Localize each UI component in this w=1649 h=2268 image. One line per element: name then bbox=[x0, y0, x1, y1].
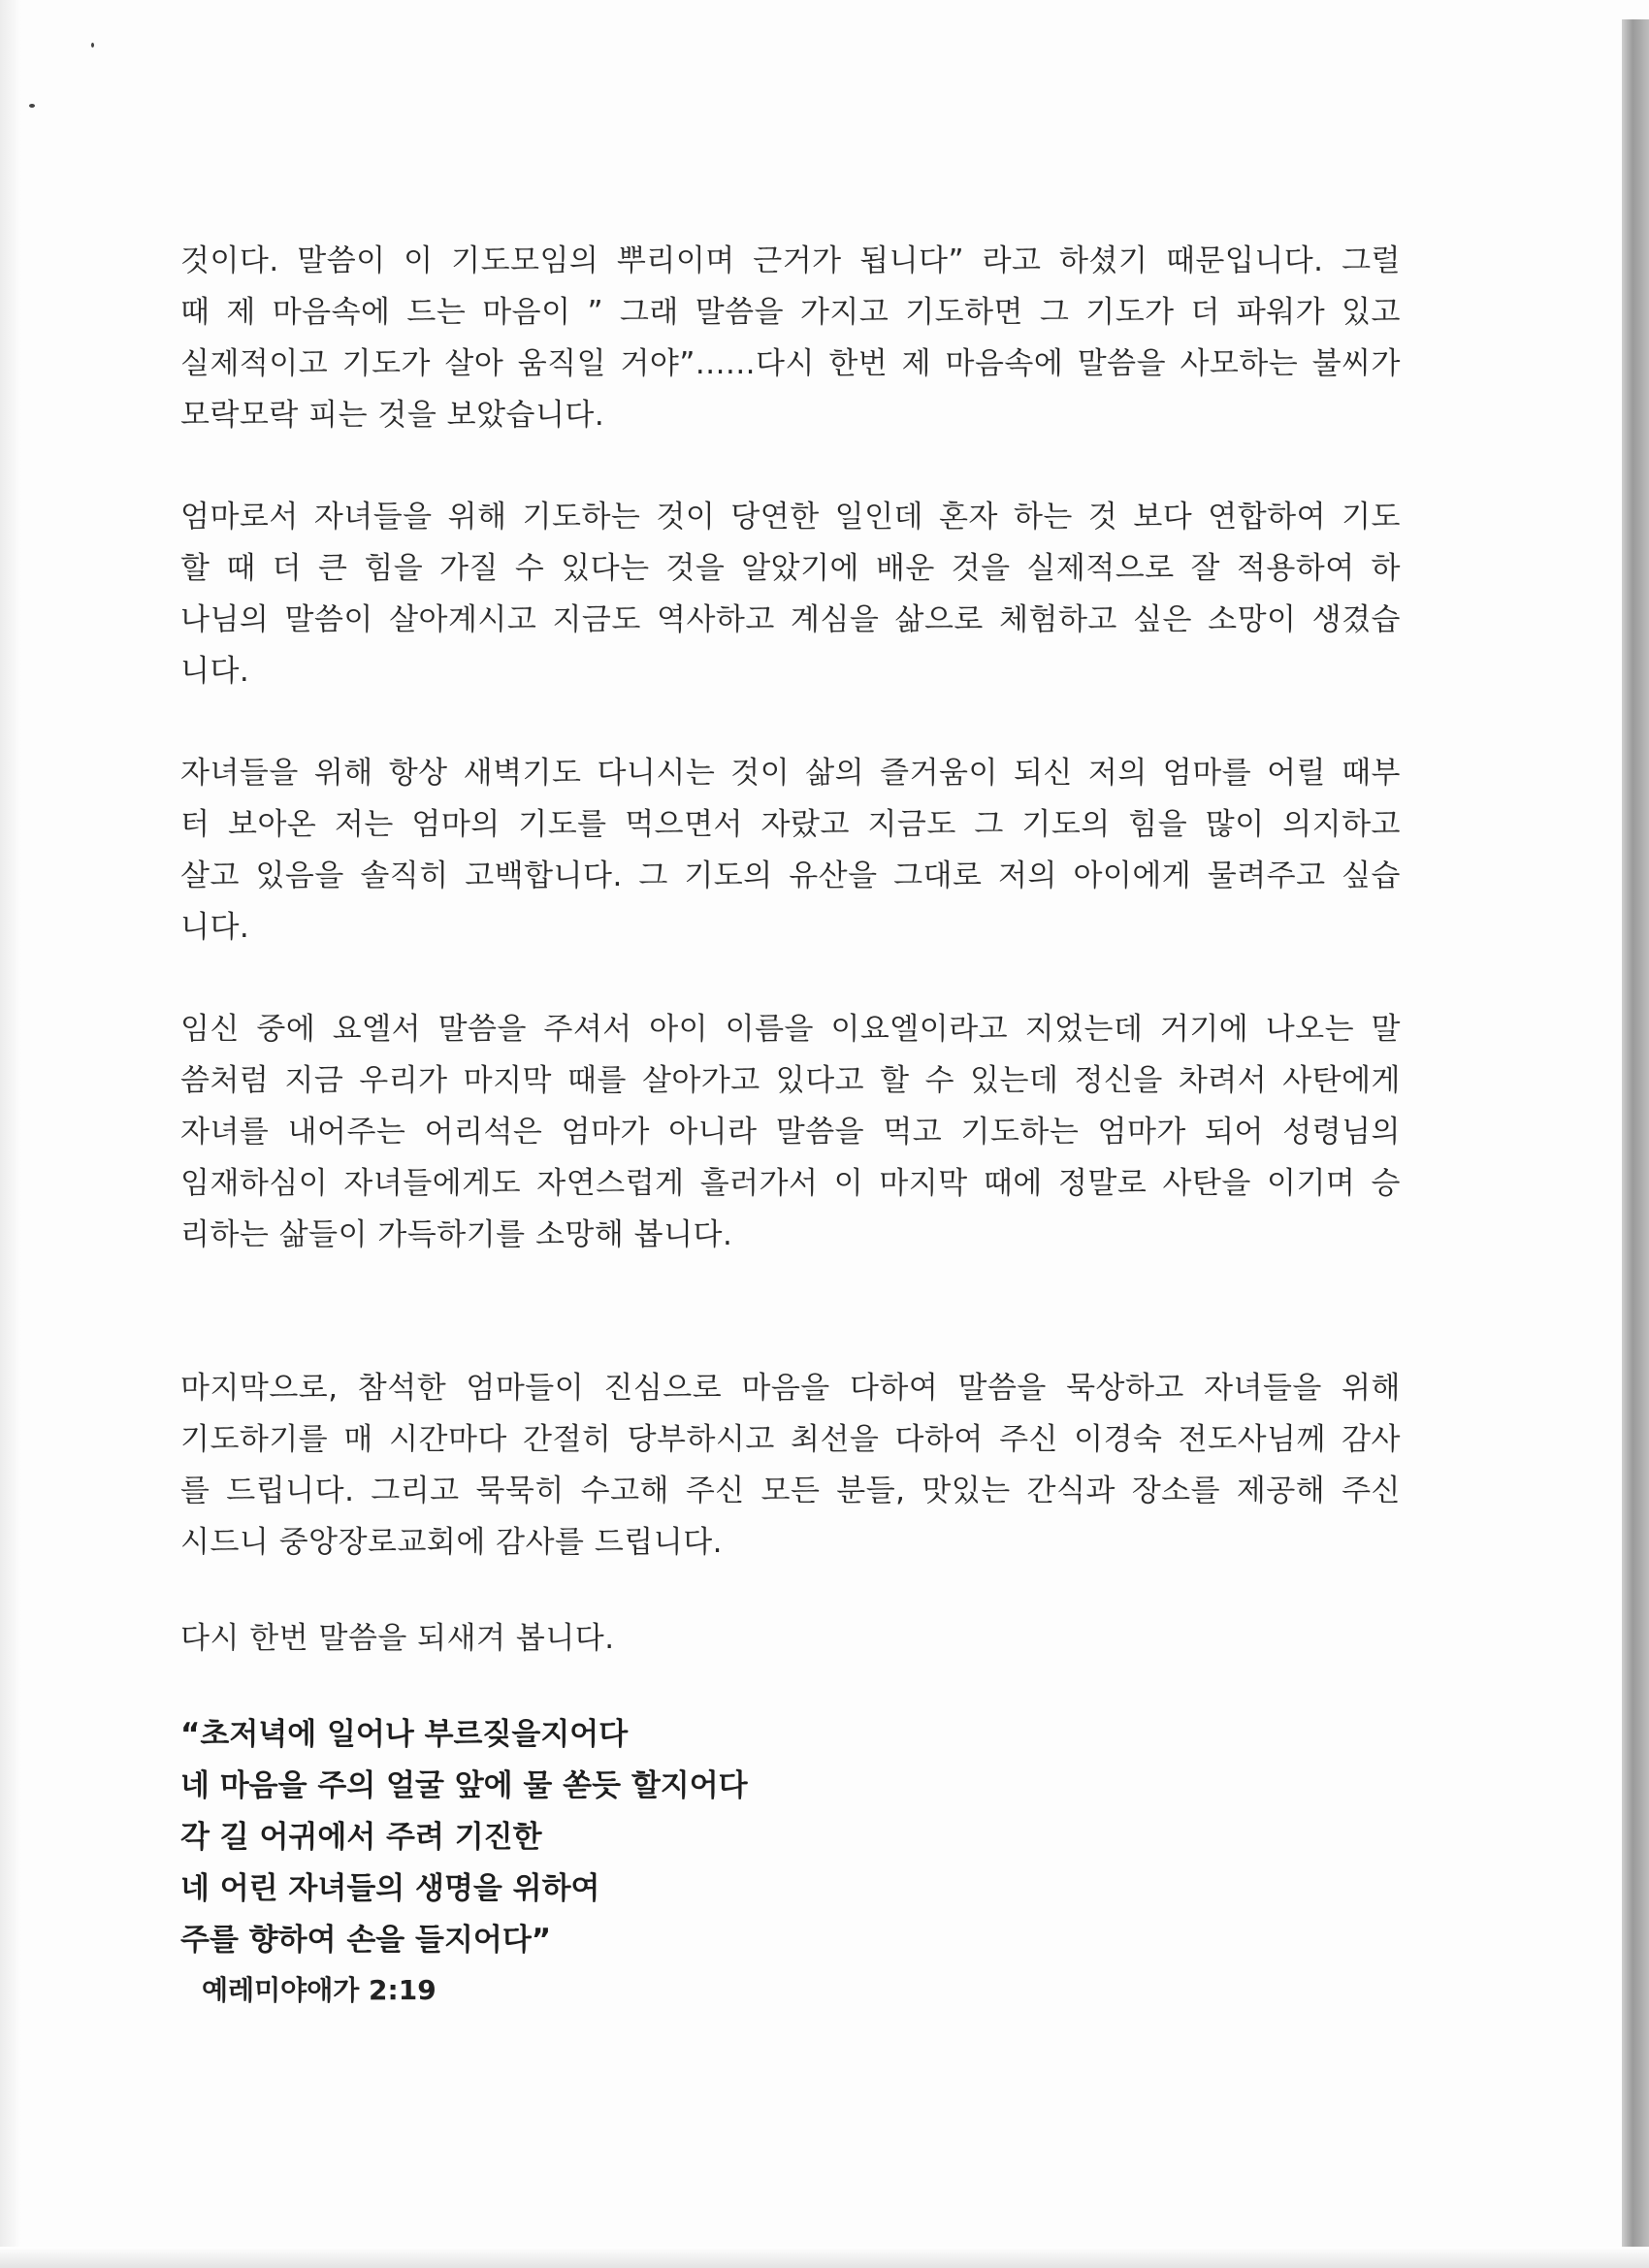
paragraph-5 bbox=[180, 1363, 1401, 1569]
text-line: 자녀를 내어주는 어리석은 엄마가 아니라 말씀을 먹고 기도하는 엄마가 되어 성령님의 bbox=[180, 1115, 1401, 1150]
scripture-reference: 예레미야애가 2:19 bbox=[202, 1974, 436, 2006]
text-line: 임신 중에 요엘서 말씀을 주셔서 아이 이름을 이요엘이라고 지었는데 거기에 나오는 말 bbox=[180, 1012, 1401, 1047]
text-line: 살고 있음을 솔직히 고백합니다. 그 기도의 유산을 그대로 저의 아이에게 물려주고 싶습 bbox=[180, 859, 1401, 893]
verse-line: 각 길 어귀에서 주려 기진한 bbox=[180, 1820, 542, 1855]
text-line: 니다. bbox=[180, 910, 250, 945]
scan-edge-bottom bbox=[0, 2247, 1649, 2268]
text-line: 것이다. 말씀이 이 기도모임의 뿌리이며 근거가 됩니다” 라고 하셨기 때문입니다. 그럴 bbox=[180, 243, 1401, 278]
text-line: 니다. bbox=[180, 654, 250, 689]
text-line: 실제적이고 기도가 살아 움직일 거야”......다시 한번 제 마음속에 말씀을 사모하는 불씨가 bbox=[180, 346, 1401, 381]
text-line: 자녀들을 위해 항상 새벽기도 다니시는 것이 삶의 즐거움이 되신 저의 엄마를 어릴 때부 bbox=[180, 756, 1401, 791]
letter-body bbox=[180, 236, 1401, 2015]
text-line: 시드니 중앙장로교회에 감사를 드립니다. bbox=[180, 1525, 723, 1560]
text-line: 나님의 말씀이 살아계시고 지금도 역사하고 계심을 삶으로 체험하고 싶은 소망이 생겼습 bbox=[180, 602, 1401, 637]
verse-line: 네 어린 자녀들의 생명을 위하여 bbox=[180, 1871, 600, 1906]
verse-line: 주를 향하여 손을 들지어다” bbox=[180, 1923, 552, 1958]
paragraph-3 bbox=[180, 748, 1401, 954]
paragraph-1 bbox=[180, 236, 1401, 441]
scan-edge-left bbox=[0, 0, 21, 2268]
text-line: 를 드립니다. 그리고 묵묵히 수고해 주신 모든 분들, 맛있는 간식과 장소를 제공해 주신 bbox=[180, 1474, 1401, 1508]
text-line: 다시 한번 말씀을 되새겨 봅니다. bbox=[180, 1621, 615, 1656]
verse-line: 네 마음을 주의 얼굴 앞에 물 쏟듯 할지어다 bbox=[180, 1768, 748, 1803]
scan-speck bbox=[29, 104, 35, 108]
text-line: 터 보아온 저는 엄마의 기도를 먹으면서 자랐고 지금도 그 기도의 힘을 많이 의지하고 bbox=[180, 807, 1401, 842]
scripture-quote bbox=[180, 1709, 1401, 1966]
text-line: 때 제 마음속에 드는 마음이 ” 그래 말씀을 가지고 기도하면 그 기도가 더 파워가 있고 bbox=[180, 295, 1401, 330]
text-line: 씀처럼 지금 우리가 마지막 때를 살아가고 있다고 할 수 있는데 정신을 차려서 사탄에게 bbox=[180, 1063, 1401, 1098]
text-line: 모락모락 피는 것을 보았습니다. bbox=[180, 398, 605, 433]
paragraph-4 bbox=[180, 1004, 1401, 1261]
scan-edge-right bbox=[1622, 19, 1649, 2251]
paragraph-6 bbox=[180, 1613, 1401, 1665]
verse-line: “초저녁에 일어나 부르짖을지어다 bbox=[180, 1717, 629, 1752]
text-line: 리하는 삶들이 가득하기를 소망해 봅니다. bbox=[180, 1217, 733, 1252]
text-line: 엄마로서 자녀들을 위해 기도하는 것이 당연한 일인데 혼자 하는 것 보다 연합하여 기도 bbox=[180, 500, 1401, 535]
text-line: 기도하기를 매 시간마다 간절히 당부하시고 최선을 다하여 주신 이경숙 전도사님께 감사 bbox=[180, 1422, 1401, 1457]
scan-speck bbox=[91, 43, 94, 48]
text-line: 할 때 더 큰 힘을 가질 수 있다는 것을 알았기에 배운 것을 실제적으로 잘 적용하여 하 bbox=[180, 551, 1401, 586]
text-line: 임재하심이 자녀들에게도 자연스럽게 흘러가서 이 마지막 때에 정말로 사탄을 이기며 승 bbox=[180, 1166, 1401, 1201]
paragraph-2 bbox=[180, 492, 1401, 697]
text-line: 마지막으로, 참석한 엄마들이 진심으로 마음을 다하여 말씀을 묵상하고 자녀들을 위해 bbox=[180, 1371, 1401, 1406]
